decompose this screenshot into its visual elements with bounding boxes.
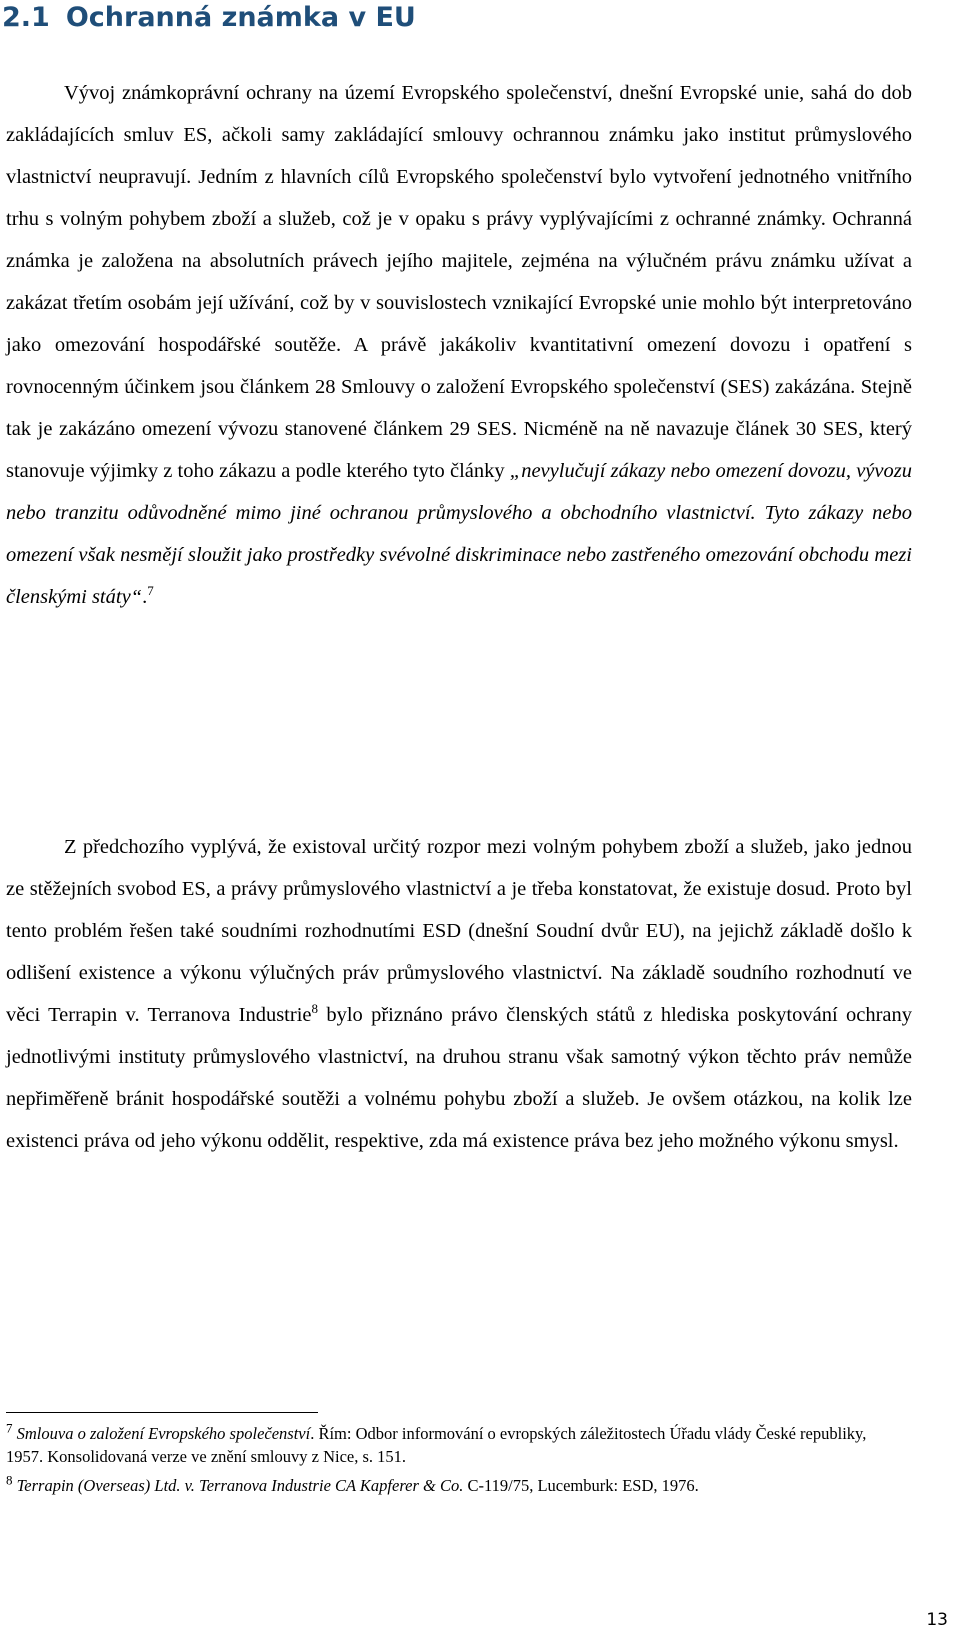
section-heading	[2, 0, 416, 36]
paragraph-2	[6, 826, 912, 1162]
footnote-mark: 7	[6, 1420, 13, 1436]
article-30-quote: „nevylučují zákazy nebo omezení dovozu, vývozu nebo tranzitu odůvodněné mimo jiné ochranou průmyslového a obchodního vlastnictví. Tyto zákazy nebo omezení však nesmějí sloužit jako prostředky svévolné diskriminace nebo zastřeného omezování obchodu mezi členskými státy“	[6, 460, 912, 608]
footnote-separator	[6, 1412, 318, 1413]
paragraph-1-text: Vývoj známkoprávní ochrany na území Evropského společenství, dnešní Evropské unie, sahá do dob zakládajících smluv ES, ačkoli samy zakládající smlouvy ochrannou známku jako institut průmyslového vlastnictví neupravují. Jedním z hlavních cílů Evropského společenství bylo vytvoření jednotného vnitřního trhu s volným pohybem zboží a služeb, což je v opaku s právy vyplývajícími z ochranné známky. Ochranná známka je založena na absolutních právech jejího majitele, zejména na výlučném právu známku užívat a zakázat třetím osobám její užívání, což by v souvislostech vznikající Evropské unie mohlo být interpretováno jako omezování hospodářské soutěže. A právě jakákoliv kvantitativní omezení dovozu i opatření s rovnocenným účinkem jsou článkem 28 Smlouvy o založení Evropského společenství (SES) zakázána. Stejně tak je zakázáno omezení vývozu stanovené článkem 29 SES. Nicméně na ně navazuje článek 30 SES, který stanovuje výjimky z toho zákazu a podle kterého tyto články	[6, 82, 912, 482]
paragraph-2-text: Z předchozího vyplývá, že existoval určitý rozpor mezi volným pohybem zboží a služeb, jako jednou ze stěžejních svobod ES, a právy průmyslového vlastnictví a je třeba konstatovat, že existuje dosud. Proto byl tento problém řešen také soudními rozhodnutími ESD (dnešní Soudní dvůr EU), na jejichž základě došlo k odlišení existence a výkonu výlučných práv průmyslového vlastnictví. Na základě soudního rozhodnutí ve věci Terrapin v. Terranova Industrie	[6, 836, 912, 1026]
footnote-7	[6, 1422, 886, 1468]
footnote-8	[6, 1474, 886, 1497]
page-number: 13	[926, 1610, 948, 1630]
section-title: Ochranná známka v EU	[65, 2, 416, 33]
footnote-mark: 8	[6, 1472, 13, 1488]
footnote-source-title: Smlouva o založení Evropského společenství	[16, 1424, 311, 1443]
paragraph-1	[6, 72, 912, 618]
footnote-text: . Řím: Odbor informování o evropských záležitostech Úřadu vlády České republiky, 1957. Konsolidovaná verze ve znění smlouvy z Nice, s. 151.	[6, 1424, 867, 1466]
footnote-source-title: Terrapin (Overseas) Ltd. v. Terranova Industrie CA Kapferer & Co.	[16, 1476, 464, 1495]
footnote-ref-8[interactable]: 8	[311, 1001, 318, 1017]
paragraph-2-text-continued: bylo přiznáno právo členských států z hlediska poskytování ochrany jednotlivými instituty průmyslového vlastnictví, na druhou stranu však samotný výkon těchto práv nemůže nepřiměřeně bránit hospodářské soutěži a volnému pohybu zboží a služeb. Je ovšem otázkou, na kolik lze existenci práva od jeho výkonu oddělit, respektive, zda má existence práva bez jeho možného výkonu smysl.	[6, 1004, 912, 1152]
section-number: 2.1	[2, 2, 50, 33]
footnote-ref-7[interactable]: 7	[147, 583, 154, 599]
footnote-text: C-119/75, Lucemburk: ESD, 1976.	[463, 1476, 699, 1495]
paragraph-1-end: .	[142, 586, 148, 608]
